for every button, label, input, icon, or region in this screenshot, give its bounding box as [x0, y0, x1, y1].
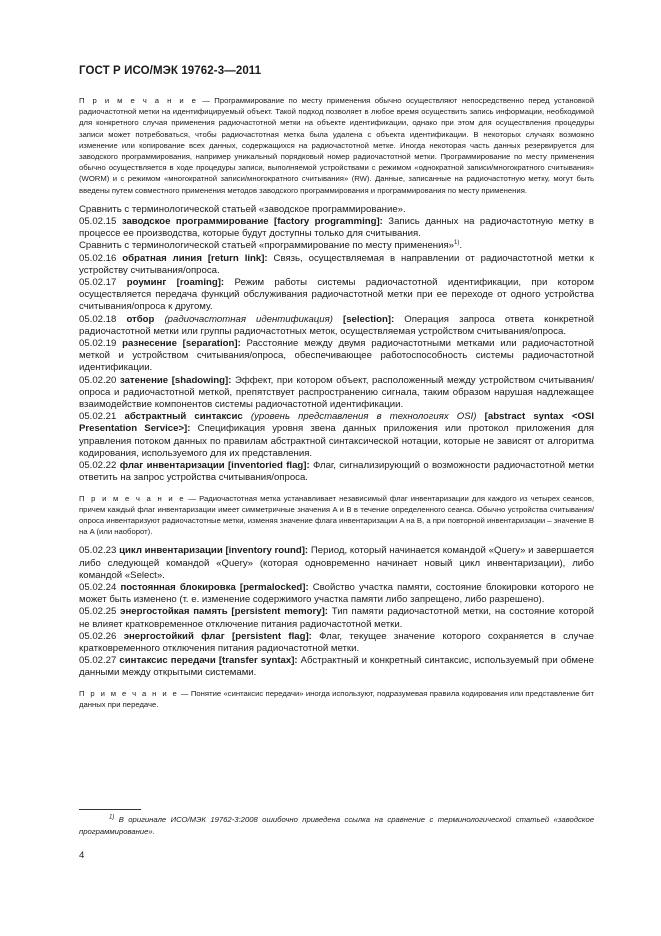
- page-number: 4: [79, 850, 85, 861]
- entry-definition: Флаг, текущее значение которого сохраняется в случае кратковременного отключения питания радиочастотной метки.: [79, 630, 594, 654]
- term-entry-05-02-25: [79, 606, 594, 630]
- entry-definition: Спецификация уровня звена данных приложения или протокол приложения для управления потоком данных по правилам абстрактной синтаксической нотации, которые не зависят от алгоритма кодирования, используемого для их представления.: [79, 423, 594, 459]
- entry-number: 05.02.23: [79, 545, 117, 557]
- entry-number: 05.02.22: [79, 460, 117, 472]
- compare-text: Сравнить с терминологической статьей «программирование по месту применения»: [79, 240, 454, 252]
- entry-term-english: [selection]:: [332, 313, 395, 325]
- footnote-divider: [79, 809, 141, 810]
- term-entry-05-02-22: [79, 460, 594, 484]
- entry-definition: Тип памяти радиочастотной метки, на состояние которой не влияет кратковременное отключение питания радиочастотной метки.: [79, 606, 594, 630]
- term-entry-05-02-17: [79, 277, 594, 314]
- entry-definition: Свойство участка памяти, состояние блокировки которого не может быть изменено (т. е. изменение содержимого участка памяти либо запрещено, либо разрешено).: [79, 581, 594, 606]
- entry-number: 05.02.24: [79, 581, 117, 593]
- entry-term: отбор: [126, 313, 155, 325]
- entry-number: 05.02.27: [79, 655, 117, 667]
- entry-number: 05.02.21: [79, 411, 117, 423]
- term-entry-05-02-18: [79, 314, 594, 338]
- entry-definition: Расстояние между двумя радиочастотными метками или радиочастотной меткой и устройством считывания/опроса, обеспечивающее работоспособность системы радиочастотной идентификации.: [79, 338, 594, 374]
- entry-term: флаг инвентаризации [inventoried flag]:: [119, 460, 310, 472]
- entry-term: постоянная блокировка [permalocked]:: [120, 581, 309, 593]
- entry-term: роуминг [roaming]:: [126, 277, 225, 289]
- entry-number: 05.02.15: [79, 216, 117, 228]
- entry-term: заводское программирование [factory programming]:: [121, 216, 383, 228]
- entry-definition: Флаг, сигнализирующий о возможности радиочастотной метки ответить на запрос устройства считывания/опроса.: [79, 460, 594, 484]
- term-entry-05-02-16: [79, 253, 594, 277]
- note-label: П р и м е ч а н и е: [79, 96, 198, 105]
- term-entry-05-02-24: [79, 582, 594, 606]
- note-text: — Радиочастотная метка устанавливает независимый флаг инвентаризации для каждого из четырех сеансов, причем каждый флаг инвентаризации имеет симметричные значения A и B в течение определенного сеанса. Обычно устройства считывания/опроса инвентаризуют радиочастотные метки, изменяя значение флага инвентаризации A на B, а при повторной инвентаризации – значение B на A (или наоборот).: [79, 493, 594, 537]
- footnote-reference: 1): [453, 240, 460, 247]
- term-entry-05-02-26: [79, 631, 594, 655]
- entry-number: 05.02.16: [79, 252, 117, 264]
- document-body: [79, 95, 594, 710]
- entry-number: 05.02.19: [79, 338, 117, 350]
- entry-number: 05.02.25: [79, 606, 117, 618]
- footnote-text: В оригинале ИСО/МЭК 19762-3:2008 ошибочно приведена ссылка на сравнение с терминологической статьей «заводское программирование».: [79, 815, 594, 836]
- entry-term: энергостойкая память [persistent memory]:: [120, 606, 328, 618]
- note-label: П р и м е ч а н и е: [79, 688, 179, 698]
- entry-definition: Абстрактный и конкретный синтаксис, используемый при обмене данными между открытыми системами.: [79, 655, 594, 679]
- term-entry-05-02-23: [79, 545, 594, 582]
- entry-definition: Операция запроса ответа конкретной радиочастотной метки или группы радиочастотных меток, осуществляемая устройством считывания/опроса.: [79, 313, 594, 337]
- entry-term: энергостойкий флаг [persistent flag]:: [123, 630, 312, 642]
- note-text: — Программирование по месту применения обычно осуществляют непосредственно перед установкой радиочастотной метки на идентифицируемый объект. Такой подход позволяет в любое время осуществить запись информации, необходимой для конкретного случая применения радиочастотной метки на объекте идентификации, однако при этом для осуществления процедуры записи может потребоваться, чтобы радиочастотная метка была удалена с объекта идентификации. В некоторых случаях возможно изменение или копирование всех данных, содержащихся на радиочастотной метке. Иногда некоторая часть данных резервируется для заводского программирования, например уникальный порядковый номер радиочастотной метки. Программирование по месту применения обычно осуществляется в ходе процедуры записи, выполняемой устройствами с режимом «однократной записи/многократного считывания» (WORM) и с режимом «многократной записи/многократного считывания» (RW). Данные, записанные на радиочастотную метку, могут быть введены путем совместного применения методов заводского программирования и программирования по месту применения.: [79, 96, 594, 195]
- entry-number: 05.02.17: [79, 277, 117, 289]
- entry-term-domain: (радиочастотная идентификация): [154, 313, 333, 325]
- entry-number: 05.02.18: [79, 313, 117, 325]
- entry-number: 05.02.26: [79, 630, 117, 642]
- entry-term: синтаксис передачи [transfer syntax]:: [119, 655, 298, 667]
- entry-definition: Режим работы системы радиочастотной идентификации, при котором осуществляется передача функций обслуживания радиочастотной метки при ее переходе от одного устройства считывания/опроса к другому.: [79, 277, 594, 313]
- note-paragraph: [79, 688, 594, 710]
- document-header: ГОСТ Р ИСО/МЭК 19762-3—2011: [79, 65, 262, 77]
- entry-term: обратная линия [return link]:: [122, 252, 268, 264]
- entry-number: 05.02.20: [79, 374, 117, 386]
- term-entry-05-02-19: [79, 338, 594, 375]
- entry-definition: Связь, осуществляемая в направлении от радиочастотной метки к устройству считывания/опроса.: [79, 252, 594, 276]
- entry-definition: Запись данных на радиочастотную метку в процессе ее производства, которые будут доступны только для считывания.: [79, 216, 594, 240]
- term-entry-05-02-20: [79, 375, 594, 412]
- note-text: — Понятие «синтаксис передачи» иногда используют, подразумевая правила кодирования или представление бит данных при передаче.: [79, 688, 594, 709]
- entry-term-english: [abstract syntax <OSI Presentation Service>]:: [79, 411, 595, 435]
- note-paragraph: [79, 493, 594, 538]
- entry-definition: Период, который начинается командой «Query» и завершается либо следующей командой «Query» (которая одновременно начинает новый цикл инвентаризации), либо командой «Select».: [79, 545, 594, 581]
- entry-term: разнесение [separation]:: [122, 338, 241, 350]
- term-entry-05-02-27: [79, 655, 594, 679]
- entry-definition: Эффект, при котором объект, расположенный между устройством считывания/опроса и радиочастотной меткой, препятствует распространению сигнала, таким образом нарушая надлежащее взаимодействие компонентов системы радиочастотной идентификации.: [79, 374, 594, 411]
- entry-term: абстрактный синтаксис: [124, 411, 243, 423]
- entry-term: затенение [shadowing]:: [119, 374, 232, 386]
- note-label: П р и м е ч а н и е: [79, 493, 186, 503]
- term-entry-05-02-15: [79, 216, 594, 240]
- entry-term-domain: (уровень представления в технологиях OSI): [242, 411, 477, 423]
- note-paragraph: [79, 95, 594, 196]
- compare-line: Сравнить с терминологической статьей «заводское программирование».: [79, 203, 406, 215]
- term-entry-05-02-21: [79, 411, 594, 460]
- compare-line: Сравнить с терминологической статьей «программирование по месту применения»$^{1)}$.: [79, 240, 462, 252]
- entry-term: цикл инвентаризации [inventory round]:: [119, 545, 309, 557]
- footnote: [79, 814, 594, 837]
- footnote-mark: 1): [109, 814, 115, 821]
